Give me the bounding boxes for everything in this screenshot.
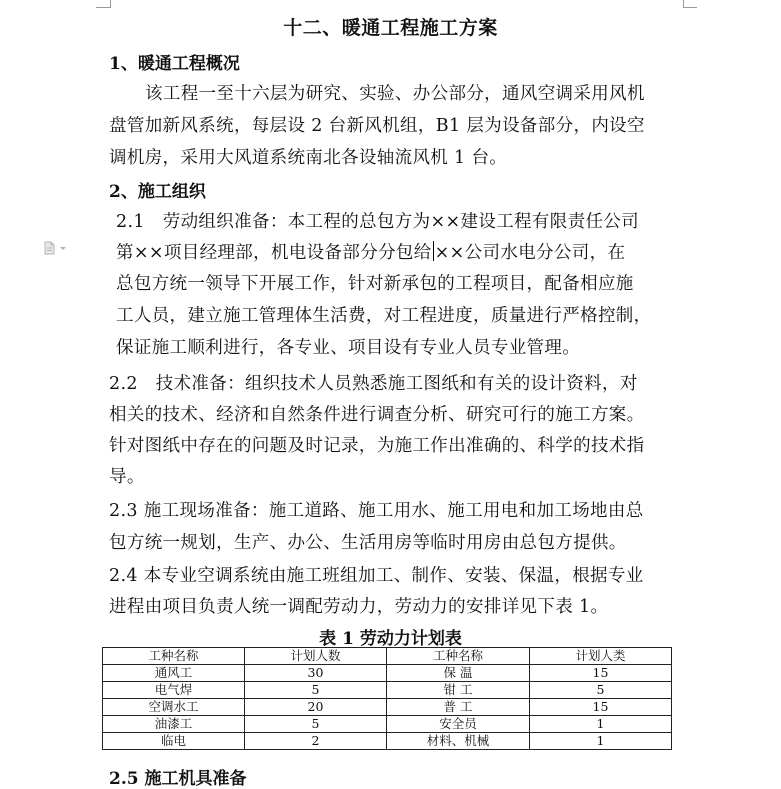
page-corner-mark-left-h (96, 7, 110, 8)
p21-line: 总包方统一领导下开展工作，针对新承包的工程项目，配备相应施 (116, 274, 634, 294)
section1-line: 该工程一至十六层为研究、实验、办公部分，通风空调采用风机 (145, 84, 645, 104)
p24-line: 2.4 本专业空调系统由施工班组加工、制作、安装、保温，根据专业 (109, 566, 644, 586)
labor-plan-table (102, 647, 672, 750)
next-section-heading: 2.5 施工机具准备 (109, 769, 247, 789)
section1-line: 调机房，采用大风道系统南北各设轴流风机 1 台。 (109, 148, 508, 168)
table-cell: 30 (245, 665, 387, 682)
table-cell: 电气焊 (103, 682, 245, 699)
table-cell: 材料、机械 (387, 733, 530, 750)
table-row (103, 733, 672, 750)
p22-line: 针对图纸中存在的问题及时记录，为施工作出准确的、科学的技术指 (109, 436, 645, 456)
page-corner-mark-left (110, 0, 111, 8)
table-cell: 5 (245, 716, 387, 733)
table-cell: 通风工 (103, 665, 245, 682)
table-cell: 1 (530, 716, 672, 733)
table-row (103, 699, 672, 716)
table-header-row (103, 648, 672, 665)
p22-line: 相关的技术、经济和自然条件进行调查分析、研究可行的施工方案。 (109, 405, 645, 425)
table-caption: 表 1 劳动力计划表 (319, 629, 462, 649)
table-row (103, 716, 672, 733)
table-cell: 安全员 (387, 716, 530, 733)
table-cell: 空调水工 (103, 699, 245, 716)
p21-line: 2.1 劳动组织准备：本工程的总包方为××建设工程有限责任公司 (116, 212, 640, 232)
p21-line: 工人员，建立施工管理体生活费，对工程进度，质量进行严格控制， (116, 306, 652, 326)
table-header-cell: 工种名称 (103, 648, 245, 665)
section1-heading: 1、暖通工程概况 (109, 54, 240, 74)
text-cursor (433, 241, 434, 261)
p23-line: 包方统一规划，生产、办公、生活用房等临时用房由总包方提供。 (109, 533, 627, 553)
table-header-cell: 工种名称 (387, 648, 530, 665)
p23-line: 2.3 施工现场准备：施工道路、施工用水、施工用电和加工场地由总 (109, 501, 644, 521)
p21-line (116, 239, 625, 264)
table-cell: 1 (530, 733, 672, 750)
table-cell: 钳 工 (387, 682, 530, 699)
table-row (103, 682, 672, 699)
table-cell: 5 (245, 682, 387, 699)
table-cell: 临电 (103, 733, 245, 750)
p21-line: 保证施工顺利进行，各专业、项目设有专业人员专业管理。 (116, 338, 581, 358)
table-header-cell: 计划人类 (530, 648, 672, 665)
section2-heading: 2、施工组织 (109, 182, 206, 202)
p24-line: 进程由项目负责人统一调配劳动力，劳动力的安排详见下表 1。 (109, 597, 609, 617)
table-cell: 5 (530, 682, 672, 699)
table-cell: 20 (245, 699, 387, 716)
table-cell: 油漆工 (103, 716, 245, 733)
p21-line-part: ××公司水电分公司，在 (434, 243, 626, 263)
table-header-cell: 计划人数 (245, 648, 387, 665)
document-title: 十二、暖通工程施工方案 (283, 17, 498, 39)
table-cell: 15 (530, 699, 672, 716)
table-cell: 保 温 (387, 665, 530, 682)
p22-line: 导。 (109, 467, 145, 487)
table-cell: 15 (530, 665, 672, 682)
p21-line-part: 第××项目经理部，机电设备部分分包给 (116, 243, 432, 263)
table-cell: 普 工 (387, 699, 530, 716)
section1-line: 盘管加新风系统，每层设 2 台新风机组，B1 层为设备部分，内设空 (109, 116, 645, 136)
paragraph-options-icon[interactable] (42, 240, 70, 254)
page-corner-mark-right-h (683, 7, 697, 8)
p22-line: 2.2 技术准备：组织技术人员熟悉施工图纸和有关的设计资料，对 (109, 374, 638, 394)
table-row (103, 665, 672, 682)
table-cell: 2 (245, 733, 387, 750)
